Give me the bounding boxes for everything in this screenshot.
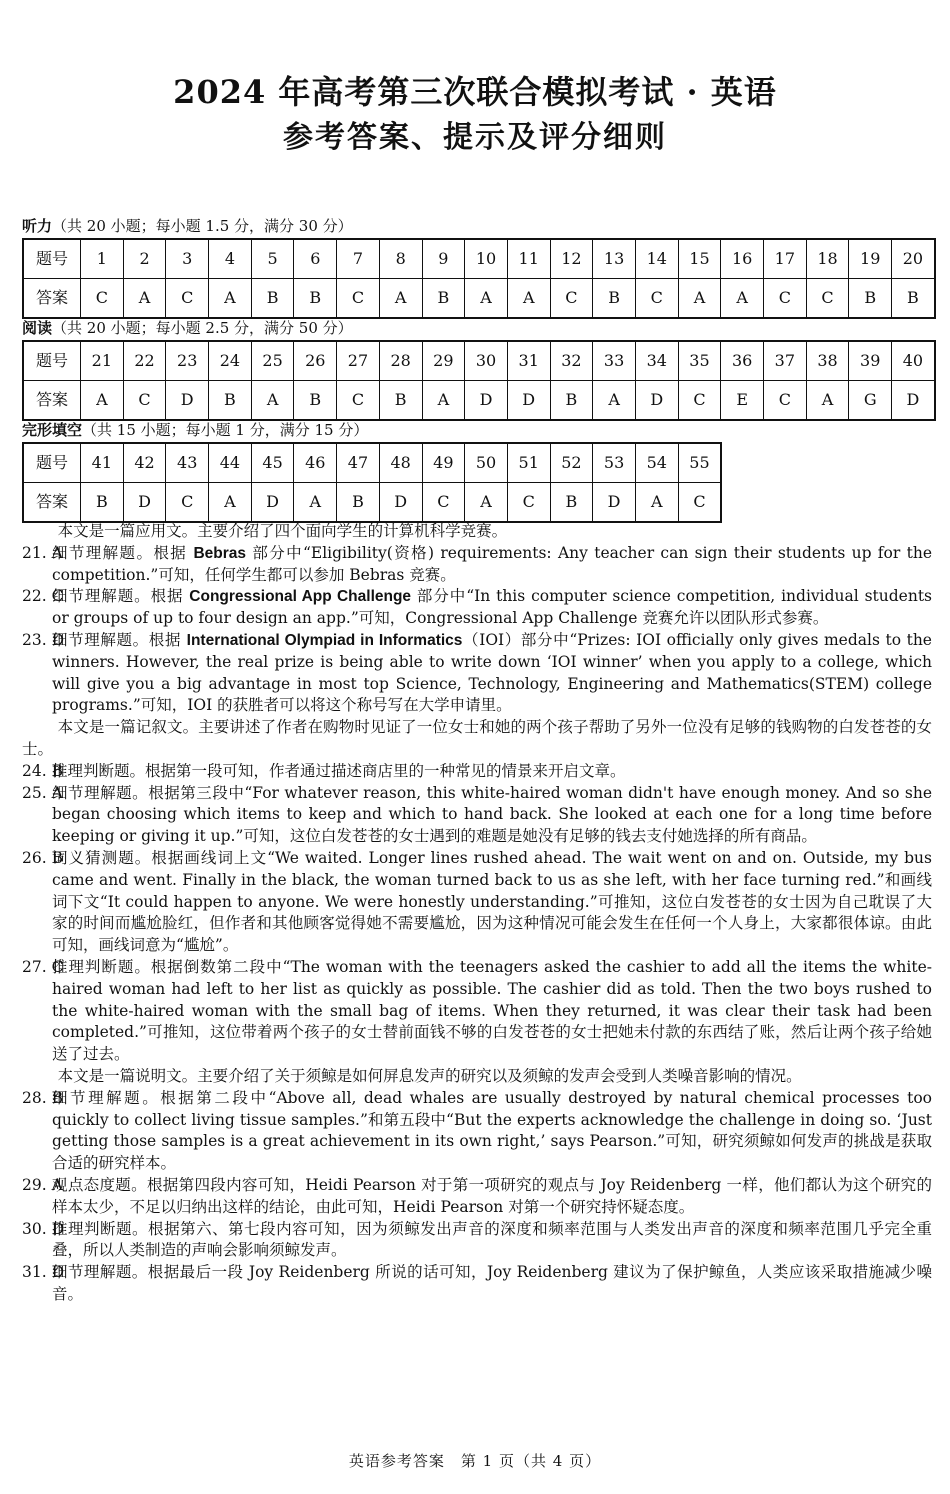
row-label: 答案: [23, 279, 81, 319]
answer-cell: C: [81, 279, 124, 319]
explanation-text: （IOI）部分中“Prizes: IOI officially only gives medals to the winners. However, the real prize is being able to write down ‘IOI winner’ when you apply to a college, which will give you a big advantage in most top Science, Technology, Engineering and Mathematics(STEM) college programs.”可知，IOI 的获胜者可以将这个称号写在大学申请里。: [52, 630, 932, 715]
answer-cell: D: [892, 381, 935, 421]
cloze-answer-table: [22, 442, 722, 523]
question-number-cell: 32: [550, 341, 593, 381]
question-number-cell: 28: [379, 341, 422, 381]
question-number-cell: 41: [81, 443, 124, 483]
question-number-cell: 20: [892, 239, 935, 279]
question-number-cell: 7: [337, 239, 380, 279]
question-number-cell: 22: [123, 341, 166, 381]
page-footer: 英语参考答案 第 1 页（共 4 页）: [348, 1452, 602, 1470]
answer-cell: B: [209, 381, 252, 421]
question-number-cell: 38: [806, 341, 849, 381]
explanation-22: [22, 586, 932, 630]
answer-cell: B: [422, 279, 465, 319]
question-number-row: [23, 341, 935, 381]
answer-cell: D: [166, 381, 209, 421]
explanation-26: [22, 848, 932, 957]
answer-cell: A: [251, 381, 294, 421]
question-number-cell: 47: [337, 443, 380, 483]
question-number-cell: 30: [465, 341, 508, 381]
explanation-text: 部分中“In this computer science competition, individual students or groups of up to four design an app.”可知，Congressional App Challenge 竞赛允许以团队形式参赛。: [52, 587, 932, 628]
question-answer: 30. D: [22, 1219, 65, 1238]
explanation-text: 推理判断题。根据第一段可知，作者通过描述商店里的一种常见的情景来开启文章。: [52, 761, 626, 780]
answer-cell: D: [593, 483, 636, 523]
question-number-cell: 37: [764, 341, 807, 381]
question-answer: 26. B: [22, 848, 63, 867]
answer-cell: C: [166, 279, 209, 319]
answer-cell: B: [337, 483, 380, 523]
answer-cell: D: [123, 483, 166, 523]
passage-c-summary: 本文是一篇说明文。主要介绍了关于须鲸是如何屏息发声的研究以及须鲸的发声会受到人类噪音影响的情况。: [57, 1066, 802, 1085]
question-number-cell: 53: [593, 443, 636, 483]
row-label: 题号: [23, 239, 81, 279]
answer-row: [23, 381, 935, 421]
question-number-cell: 13: [593, 239, 636, 279]
question-number-cell: 51: [507, 443, 550, 483]
explanation-text: 推理判断题。根据倒数第二段中“The woman with the teenagers asked the cashier to add all the items the white-haired woman had left to her list as quickly as possible. The cashier did as told. Then the two boys rushed to the white-haired woman with the small bag of items. When they returned, it was clear their task had been completed.”可推知，这位带着两个孩子的女士替前面钱不够的白发苍苍的女士把她未付款的东西结了账，然后让两个孩子给她送了过去。: [52, 957, 932, 1064]
question-answer: 27. C: [22, 957, 64, 976]
explanation-text: 推理判断题。根据第六、第七段内容可知，因为须鲸发出声音的深度和频率范围与人类发出声音的深度和频率范围几乎完全重叠，所以人类制造的声响会影响须鲸发声。: [52, 1219, 932, 1260]
explanation-29: [22, 1175, 932, 1219]
question-number-cell: 29: [422, 341, 465, 381]
row-label: 题号: [23, 443, 81, 483]
question-number-cell: 1: [81, 239, 124, 279]
answer-cell: C: [166, 483, 209, 523]
explanation-27: [22, 957, 932, 1066]
answer-cell: C: [678, 483, 721, 523]
question-number-cell: 55: [678, 443, 721, 483]
answer-cell: C: [635, 279, 678, 319]
answer-cell: C: [507, 483, 550, 523]
question-number-cell: 40: [892, 341, 935, 381]
explanation-text: 细节理解题。根据第二段中“Above all, dead whales are usually destroyed by natural chemical processes too quickly to collect living tissue samples.”和第五段中“But the experts acknowledge the challenge in doing so. ‘Just getting those samples is a great achievement in its own right,’ says Pearson.”可知，研究须鲸如何发声的挑战是获取合适的研究样本。: [52, 1088, 932, 1173]
reading-answer-table: [22, 340, 936, 421]
question-number-cell: 45: [251, 443, 294, 483]
question-number-cell: 43: [166, 443, 209, 483]
section-name: 完形填空: [22, 421, 83, 439]
question-answer: 29. A: [22, 1175, 63, 1194]
section-name: 阅读: [22, 319, 53, 337]
explanation-text: 细节理解题。根据最后一段 Joy Reidenberg 所说的话可知，Joy Reidenberg 建议为了保护鲸鱼，人类应该采取措施减少噪音。: [52, 1263, 932, 1303]
cloze-section-heading: [22, 420, 368, 440]
answer-cell: D: [251, 483, 294, 523]
question-number-cell: 31: [507, 341, 550, 381]
answer-cell: D: [635, 381, 678, 421]
answer-cell: A: [123, 279, 166, 319]
question-number-cell: 27: [337, 341, 380, 381]
answer-cell: C: [123, 381, 166, 421]
row-label: 答案: [23, 381, 81, 421]
row-label: 题号: [23, 341, 81, 381]
answer-cell: A: [678, 279, 721, 319]
question-number-cell: 18: [806, 239, 849, 279]
answer-cell: G: [849, 381, 892, 421]
question-number-cell: 9: [422, 239, 465, 279]
question-number-cell: 36: [721, 341, 764, 381]
row-label: 答案: [23, 483, 81, 523]
section-note: （共 20 小题；每小题 2.5 分，满分 50 分）: [52, 319, 353, 337]
explanation-text: 细节理解题。根据第三段中“For whatever reason, this white-haired woman didn't have enough money. And so she began choosing which items to keep and which to hand back. She looked at each one for a long time before keeping or giving it up.”可知，这位白发苍苍的女士遇到的难题是她没有足够的钱去支付她选择的所有商品。: [52, 783, 932, 846]
section-reference: Bebras: [193, 544, 246, 562]
explanation-text: 观点态度题。根据第四段内容可知，Heidi Pearson 对于第一项研究的观点与 Joy Reidenberg 一样，他们都认为这个研究的样本太少，不足以归纳出这样的结论，由此可知，Heidi Pearson 对第一个研究持怀疑态度。: [52, 1175, 932, 1216]
explanation-28: [22, 1088, 932, 1175]
answer-row: [23, 483, 721, 523]
page-subtitle: 参考答案、提示及评分细则: [283, 120, 667, 155]
question-number-cell: 52: [550, 443, 593, 483]
answer-cell: B: [550, 381, 593, 421]
answer-cell: C: [422, 483, 465, 523]
section-reference: International Olympiad in Informatics: [186, 631, 463, 649]
question-answer: 25. A: [22, 783, 63, 802]
explanation-text: 部分中“Eligibility(资格) requirements: Any teacher can sign their students up for the competition.”可知，任何学生都可以参加 Bebras 竞赛。: [52, 543, 932, 584]
explanation-text: 词义猜测题。根据画线词上文“We waited. Longer lines rushed ahead. The wait went on and on. Outside, my bus came and went. Finally in the black, the woman turned back to us as she left, with her face turning red.”和画线词下文“It could happen to anyone. We were honestly understanding.”可推知，这位白发苍苍的女士因为自己耽误了大家的时间而尴尬脸红，但作者和其他顾客觉得她不需要尴尬，因为这种情况可能会发生在任何一个人身上，大家都很体谅。由此可知，画线词意为“尴尬”。: [52, 848, 932, 955]
answer-cell: C: [550, 279, 593, 319]
section-name: 听力: [22, 217, 53, 235]
answer-cell: C: [806, 279, 849, 319]
explanation-text: 细节理解题。根据: [52, 587, 190, 606]
answer-cell: A: [209, 279, 252, 319]
section-note: （共 15 小题；每小题 1 分，满分 15 分）: [82, 421, 369, 439]
answer-cell: C: [764, 381, 807, 421]
question-number-cell: 19: [849, 239, 892, 279]
question-answer: 22. C: [22, 587, 64, 606]
answer-cell: A: [635, 483, 678, 523]
answer-cell: D: [465, 381, 508, 421]
explanation-30: [22, 1219, 932, 1263]
answer-cell: A: [379, 279, 422, 319]
answer-cell: B: [849, 279, 892, 319]
answer-cell: C: [678, 381, 721, 421]
question-number-row: [23, 443, 721, 483]
answer-cell: A: [465, 483, 508, 523]
answer-cell: D: [379, 483, 422, 523]
answer-cell: B: [892, 279, 935, 319]
answer-cell: D: [507, 381, 550, 421]
question-number-cell: 12: [550, 239, 593, 279]
answer-cell: B: [251, 279, 294, 319]
answer-cell: B: [294, 279, 337, 319]
explanation-23: [22, 630, 932, 717]
question-answer: 28. B: [22, 1088, 63, 1107]
explanation-text: 细节理解题。根据: [52, 543, 194, 562]
explanation-text: 细节理解题。根据: [52, 630, 187, 649]
question-number-cell: 25: [251, 341, 294, 381]
question-number-cell: 39: [849, 341, 892, 381]
question-number-row: [23, 239, 935, 279]
question-number-cell: 23: [166, 341, 209, 381]
passage-b-summary: 本文是一篇记叙文。主要讲述了作者在购物时见证了一位女士和她的两个孩子帮助了另外一位没有足够的钱购物的白发苍苍的女士。: [22, 718, 932, 758]
question-number-cell: 44: [209, 443, 252, 483]
answer-cell: E: [721, 381, 764, 421]
answer-cell: A: [593, 381, 636, 421]
question-number-cell: 17: [764, 239, 807, 279]
question-number-cell: 35: [678, 341, 721, 381]
question-number-cell: 8: [379, 239, 422, 279]
answer-cell: C: [337, 381, 380, 421]
question-answer: 23. D: [22, 630, 65, 649]
answer-cell: B: [550, 483, 593, 523]
question-number-cell: 26: [294, 341, 337, 381]
question-number-cell: 14: [635, 239, 678, 279]
listening-answer-table: [22, 238, 936, 319]
question-number-cell: 48: [379, 443, 422, 483]
reading-section-heading: [22, 318, 353, 338]
question-answer: 21. A: [22, 543, 63, 562]
answer-cell: A: [465, 279, 508, 319]
question-answer: 31. D: [22, 1263, 65, 1282]
question-number-cell: 24: [209, 341, 252, 381]
passage-a-summary: 本文是一篇应用文。主要介绍了四个面向学生的计算机科学竞赛。: [57, 522, 508, 540]
question-number-cell: 4: [209, 239, 252, 279]
explanation-25: [22, 783, 932, 848]
question-number-cell: 42: [123, 443, 166, 483]
page-title: 2024 年高考第三次联合模拟考试 · 英语: [173, 73, 777, 111]
answer-cell: C: [337, 279, 380, 319]
answer-cell: A: [806, 381, 849, 421]
answer-cell: A: [81, 381, 124, 421]
question-answer: 24. B: [22, 761, 63, 780]
question-number-cell: 46: [294, 443, 337, 483]
section-note: （共 20 小题；每小题 1.5 分，满分 30 分）: [52, 217, 353, 235]
answer-cell: A: [422, 381, 465, 421]
question-number-cell: 54: [635, 443, 678, 483]
answer-cell: B: [81, 483, 124, 523]
question-number-cell: 50: [465, 443, 508, 483]
answer-row: [23, 279, 935, 319]
answer-cell: A: [294, 483, 337, 523]
question-number-cell: 16: [721, 239, 764, 279]
question-number-cell: 21: [81, 341, 124, 381]
question-number-cell: 33: [593, 341, 636, 381]
explanation-24: [22, 761, 932, 783]
answer-cell: C: [764, 279, 807, 319]
answer-cell: A: [721, 279, 764, 319]
section-reference: Congressional App Challenge: [189, 588, 412, 606]
question-number-cell: 11: [507, 239, 550, 279]
answer-cell: A: [507, 279, 550, 319]
question-number-cell: 6: [294, 239, 337, 279]
question-number-cell: 15: [678, 239, 721, 279]
answer-cell: B: [593, 279, 636, 319]
answer-cell: B: [294, 381, 337, 421]
question-number-cell: 2: [123, 239, 166, 279]
answer-cell: B: [379, 381, 422, 421]
listening-section-heading: [22, 216, 353, 236]
question-number-cell: 49: [422, 443, 465, 483]
question-number-cell: 5: [251, 239, 294, 279]
question-number-cell: 34: [635, 341, 678, 381]
explanation-21: [22, 543, 932, 587]
explanations: [22, 521, 932, 1306]
explanation-31: [22, 1262, 932, 1306]
question-number-cell: 3: [166, 239, 209, 279]
answer-cell: A: [209, 483, 252, 523]
question-number-cell: 10: [465, 239, 508, 279]
